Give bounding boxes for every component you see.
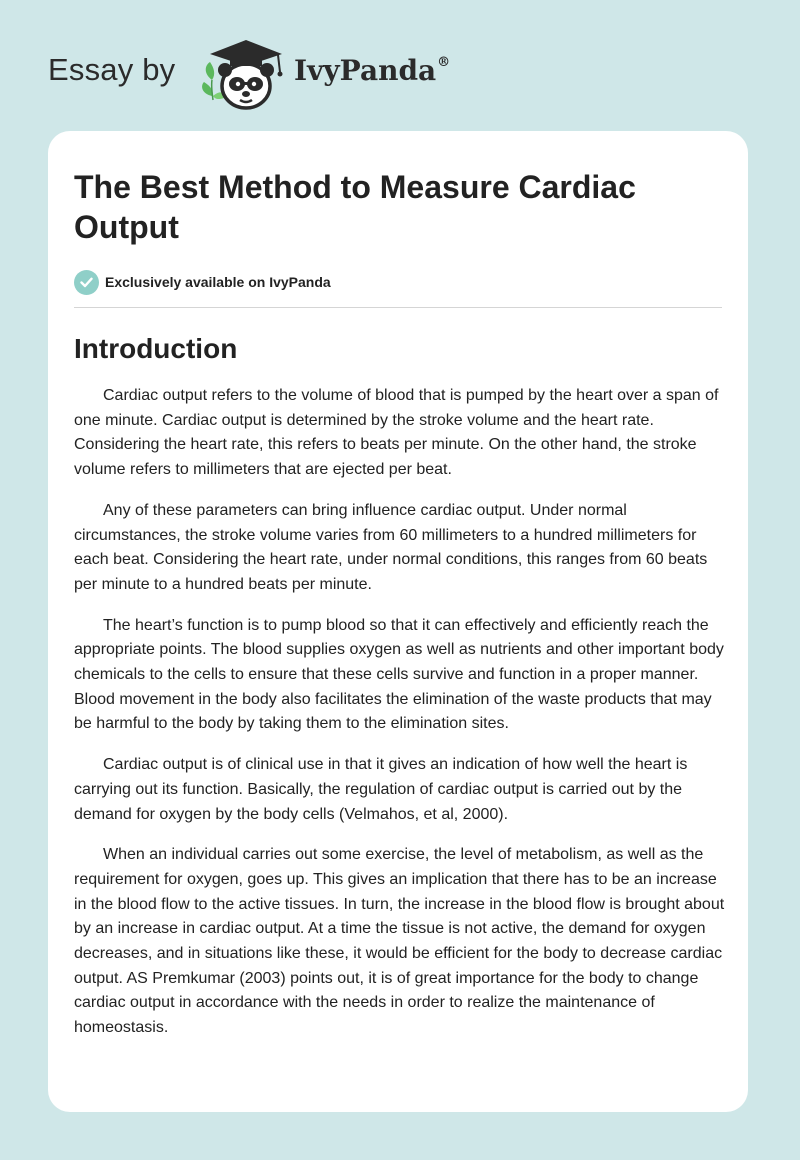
panda-graduate-logo-icon[interactable]	[200, 34, 288, 114]
paragraph: Cardiac output refers to the volume of blood that is pumped by the heart over a span of one minute. Cardiac output is determined by the stroke volume and the heart rate. Considering the heart rate, this refers to beats per minute. On the other hand, the stroke volume refers to millimeters that are ejected per beat.	[74, 387, 719, 479]
exclusive-badge	[74, 269, 722, 295]
paragraph: When an individual carries out some exercise, the level of metabolism, as well as the requirement for oxygen, goes up. This gives an implication that there has to be an increase in the blood flow to the active tissues. In turn, the increase in the blood flow is brought about by an increase in cardiac output. At a time the tissue is not active, the demand for oxygen decreases, and in situations like these, it would be efficient for the body to decrease cardiac output. AS Premkumar (2003) points out, it is of great importance for the body to change cardiac output in accordance with the needs in order to realize the maintenance of homeostasis.	[74, 846, 725, 1037]
site-header	[48, 28, 648, 118]
essay-body	[74, 384, 725, 1041]
exclusive-label: Exclusively available on IvyPanda	[105, 274, 331, 290]
page-title: The Best Method to Measure Cardiac Output	[74, 169, 636, 245]
section-heading-introduction: Introduction	[74, 333, 238, 364]
paragraph: Any of these parameters can bring influence cardiac output. Under normal circumstances, the stroke volume varies from 60 millimeters to a hundred millimeters for each beat. Considering the heart rate, under normal conditions, this ranges from 60 beats per minute to a hundred beats per minute.	[74, 501, 708, 593]
essay-by-label: Essay by	[48, 52, 176, 87]
essay-card	[48, 131, 748, 1112]
brand-text: IvyPanda	[294, 54, 437, 87]
check-icon	[74, 270, 99, 295]
divider	[74, 307, 722, 308]
brand-name[interactable]	[294, 54, 450, 87]
paragraph: The heart’s function is to pump blood so that it can effectively and efficiently reach the appropriate points. The blood supplies oxygen as well as nutrients and other important body chemicals to the cells to ensure that these cells survive and function in a proper manner. Blood movement in the body also facilitates the elimination of the waste products that may be harmful to the body by taking them to the elimination sites.	[74, 616, 724, 733]
registered-mark: ®	[437, 55, 451, 70]
paragraph: Cardiac output is of clinical use in that it gives an indication of how well the heart is carrying out its function. Basically, the regulation of cardiac output is carried out by the demand for oxygen by the body cells (Velmahos, et al, 2000).	[74, 756, 688, 823]
